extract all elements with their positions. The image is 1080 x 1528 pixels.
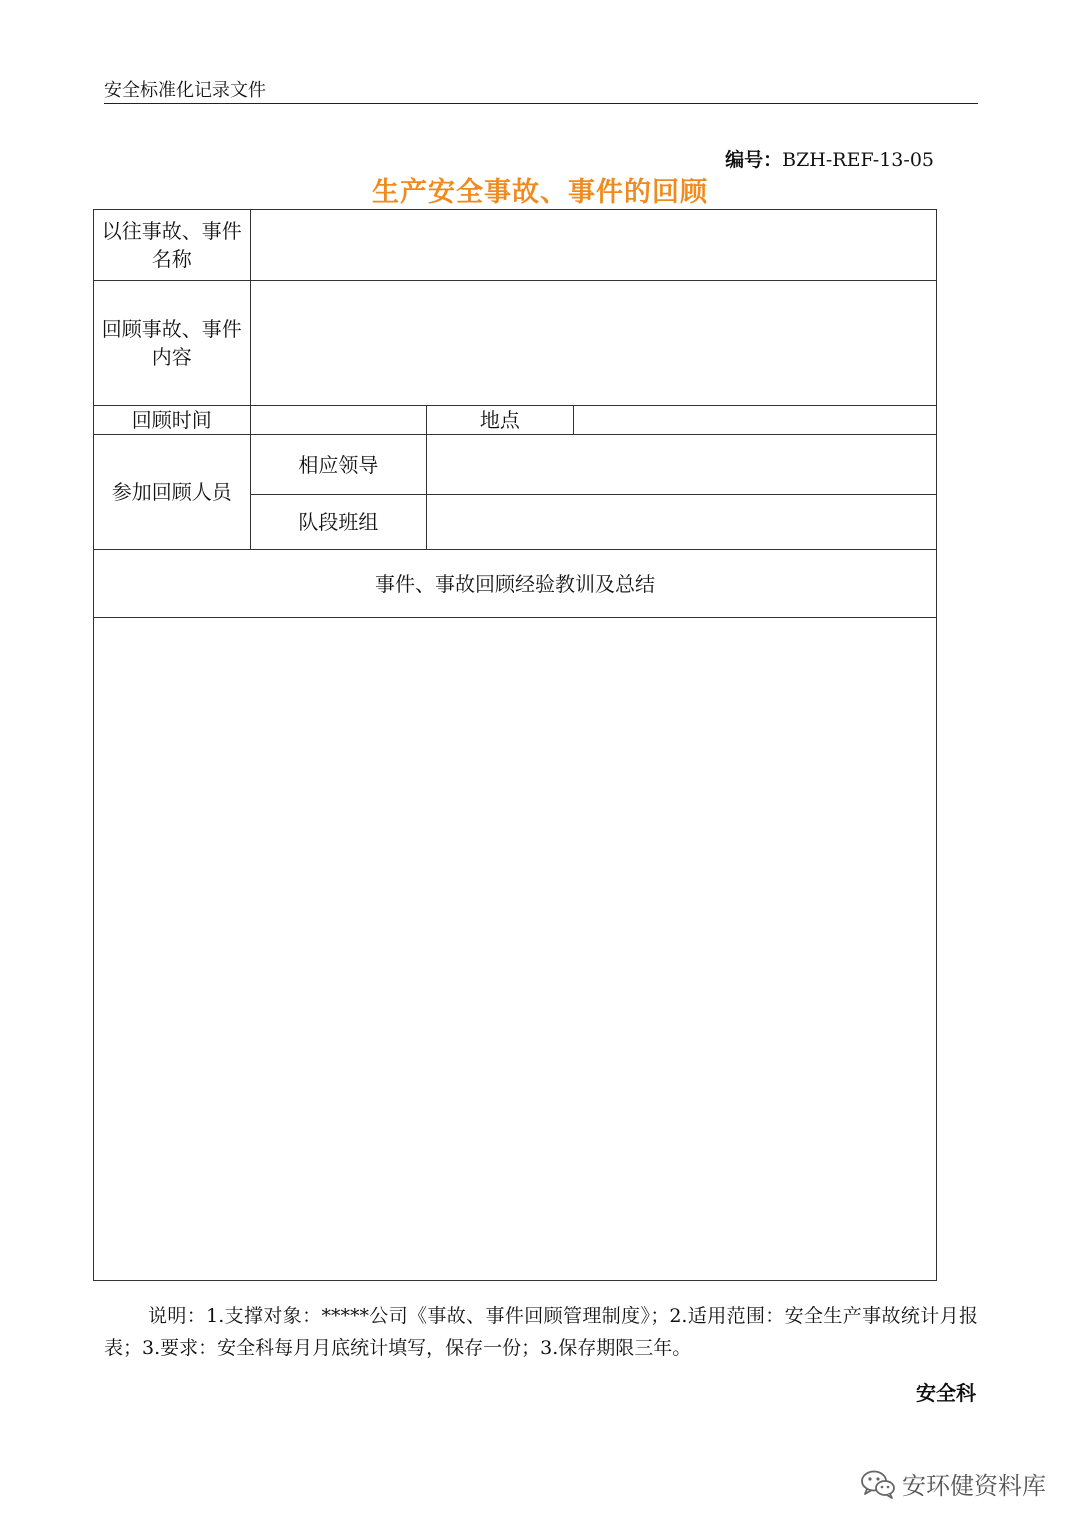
- team-label: 队段班组: [250, 495, 427, 550]
- review-time-field[interactable]: [250, 406, 427, 435]
- table-row: [94, 406, 937, 435]
- document-number-label: 编号：: [725, 149, 783, 171]
- review-content-label-cell: [94, 281, 251, 406]
- location-field[interactable]: [573, 406, 936, 435]
- summary-label: 事件、事故回顾经验教训及总结: [94, 550, 937, 618]
- past-name-label: 以往事故、事件名称: [101, 219, 242, 271]
- table-row: [94, 618, 937, 1281]
- table-row: [94, 550, 937, 618]
- past-name-label-cell: [94, 210, 251, 281]
- review-form-table: [93, 209, 937, 1281]
- past-name-field[interactable]: [250, 210, 936, 281]
- document-number: [725, 145, 934, 172]
- review-content-field[interactable]: [250, 281, 936, 406]
- watermark: [860, 1466, 1046, 1501]
- document-title: 生产安全事故、事件的回顾: [372, 177, 708, 208]
- department-signature: 安全科: [916, 1381, 976, 1405]
- team-field[interactable]: [427, 495, 937, 550]
- form-note: 说明：1.支撑对象：*****公司《事故、事件回顾管理制度》；2.适用范围：安全生产事故统计月报表；3.要求：安全科每月月底统计填写，保存一份；3.保存期限三年。: [104, 1305, 978, 1359]
- location-label: 地点: [427, 406, 574, 435]
- table-row: [94, 435, 937, 495]
- table-row: [94, 210, 937, 281]
- review-time-label: 回顾时间: [94, 406, 251, 435]
- table-row: [94, 281, 937, 406]
- watermark-text: 安环健资料库: [902, 1472, 1046, 1500]
- leader-label: 相应领导: [250, 435, 427, 495]
- wechat-icon: [860, 1469, 896, 1499]
- summary-field[interactable]: [94, 618, 937, 1281]
- leader-field[interactable]: [427, 435, 937, 495]
- participants-label: 参加回顾人员: [94, 435, 251, 550]
- document-number-value: BZH-REF-13-05: [782, 149, 934, 171]
- review-content-label: 回顾事故、事件内容: [101, 317, 242, 369]
- header-title: 安全标准化记录文件: [104, 80, 266, 101]
- header-divider: [104, 103, 978, 104]
